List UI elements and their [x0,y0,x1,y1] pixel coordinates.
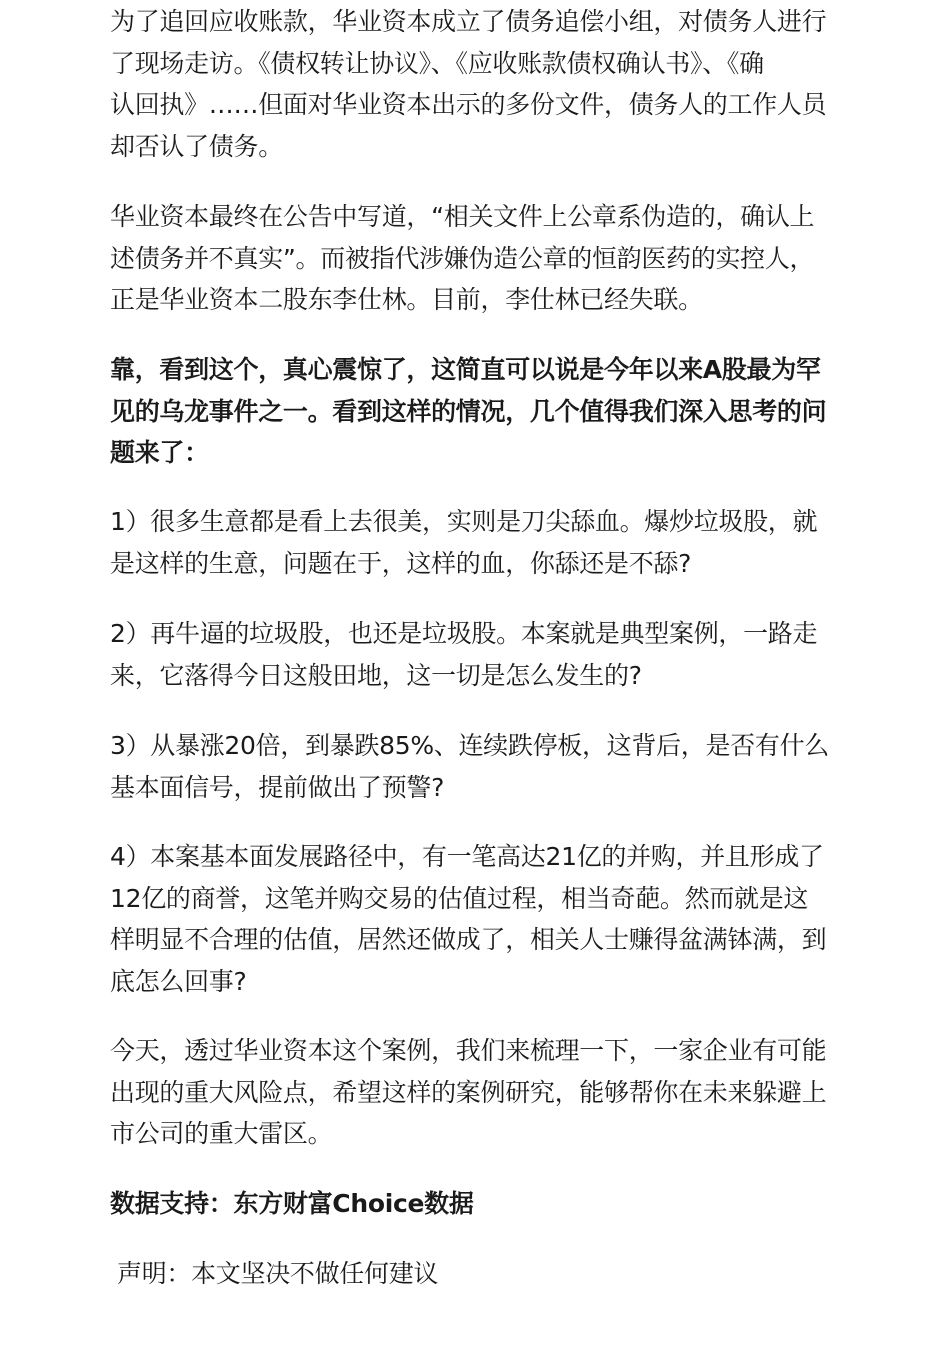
data-source-note [110,1183,845,1225]
paragraph-question-3 [110,725,845,808]
text-line: 1）很多生意都是看上去很美，实则是刀尖舔血。爆炒垃圾股，就 [110,507,818,536]
paragraph-forged-seal [110,196,845,321]
text-line: 正是华业资本二股东李仕林。目前，李仕林已经失联。 [110,285,703,314]
text-line: 底怎么回事? [110,966,247,996]
text-line: 来，它落得今日这般田地，这一切是怎么发生的? [110,660,642,690]
text-line: 华业资本最终在公告中写道，“相关文件上公章系伪造的，确认上 [110,202,815,231]
text-line: 出现的重大风险点，希望这样的案例研究，能够帮你在未来躲避上 [110,1077,827,1107]
text-line: 今天，透过华业资本这个案例，我们来梳理一下，一家企业有可能 [110,1036,827,1065]
text-line: 4）本案基本面发展路径中，有一笔高达21亿的并购，并且形成了 [110,842,824,871]
paragraph-question-2 [110,613,845,696]
text-line: 2）再牛逼的垃圾股，也还是垃圾股。本案就是典型案例，一路走 [110,619,818,648]
paragraph-question-4 [110,836,845,1002]
text-line: 认回执》……但面对华业资本出示的多份文件，债务人的工作人员 [110,90,827,119]
text-line: 述债务并不真实”。而被指代涉嫌伪造公章的恒韵医药的实控人， [110,243,815,273]
text-line: 却否认了债务。 [110,131,283,161]
paragraph-today-case [110,1030,845,1155]
paragraph-debt-recovery [110,1,845,167]
disclaimer-note [117,1253,845,1295]
text-line: 靠，看到这个，真心震惊了，这简直可以说是今年以来A股最为罕 [110,355,821,384]
text-line: 是这样的生意，问题在于，这样的血，你舔还是不舔? [110,548,692,578]
text-line: 见的乌龙事件之一。看到这样的情况，几个值得我们深入思考的问 [110,396,827,426]
text-line: 样明显不合理的估值，居然还做成了，相关人士赚得盆满钵满，到 [110,925,827,954]
paragraph-bold-reaction [110,349,845,474]
text-line: 为了追回应收账款，华业资本成立了债务追偿小组，对债务人进行 [110,7,827,36]
text-line: 市公司的重大雷区。 [110,1119,333,1148]
text-line: 数据支持：东方财富Choice数据 [110,1189,474,1218]
paragraph-question-1 [110,501,845,584]
text-line: 3）从暴涨20倍，到暴跌85%、连续跌停板，这背后，是否有什么 [110,731,829,760]
text-line: 声明：本文坚决不做任何建议 [117,1259,439,1288]
text-line: 题来了： [110,438,209,467]
text-line: 12亿的商誉，这笔并购交易的估值过程，相当奇葩。然而就是这 [110,883,809,913]
text-line: 基本面信号，提前做出了预警? [110,772,445,802]
text-line: 了现场走访。《债权转让协议》、《应收账款债权确认书》、《确 [110,48,764,78]
